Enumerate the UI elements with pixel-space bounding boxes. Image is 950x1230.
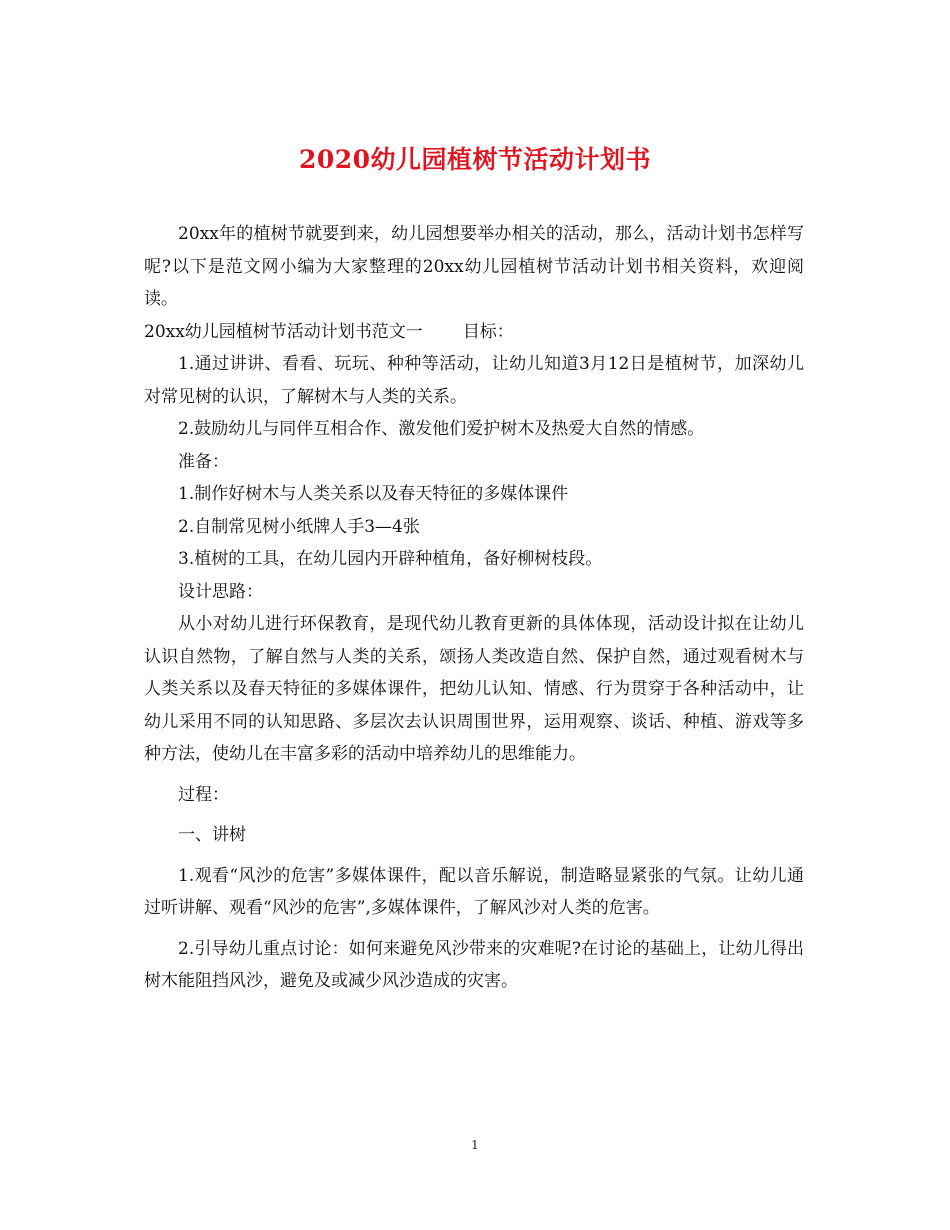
goal-2: 2.鼓励幼儿与同伴互相合作、激发他们爱护树木及热爱大自然的情感。 <box>178 419 705 439</box>
prep-1: 1.制作好树木与人类关系以及春天特征的多媒体课件 <box>178 484 569 504</box>
goal-1: 1.通过讲讲、看看、玩玩、种种等活动，让幼儿知道3月12日是植树节，加深幼儿对常见树的认识，了解树木与人类的关系。 <box>144 354 804 407</box>
page-number: 1 <box>471 1138 479 1152</box>
design-label: 设计思路： <box>178 581 263 602</box>
section-1-heading: 一、讲树 <box>178 825 246 845</box>
design-paragraph: 从小对幼儿进行环保教育，是现代幼儿教育更新的具体体现，活动设计拟在让幼儿认识自然物，了解自然与人类的关系，颂扬人类改造自然、保护自然，通过观看树木与人类关系以及春天特征的多媒体课件，把幼儿认知、情感、行为贯穿于各种活动中，让幼儿采用不同的认知思路、多层次去认识周围世界，运用观察、谈话、种植、游戏等多种方法，使幼儿在丰富多彩的活动中培养幼儿的思维能力。 <box>144 614 804 764</box>
prep-label: 准备： <box>178 451 229 472</box>
step-1: 1.观看“风沙的危害”多媒体课件，配以音乐解说，制造略显紧张的气氛。让幼儿通过听讲解、观看“风沙的危害”,多媒体课件，了解风沙对人类的危害。 <box>144 865 804 918</box>
target-label: 目标： <box>462 321 514 342</box>
sample-heading: 20xx幼儿园植树节活动计划书范文一 <box>144 321 423 342</box>
prep-2: 2.自制常见树小纸牌人手3—4张 <box>178 516 420 537</box>
prep-3: 3.植树的工具，在幼儿园内开辟种植角，备好柳树枝段。 <box>178 549 603 569</box>
document-title: 2020幼儿园植树节活动计划书 <box>298 145 652 174</box>
intro-paragraph: 20xx年的植树节就要到来，幼儿园想要举办相关的活动，那么，活动计划书怎样写呢?以下是范文网小编为大家整理的20xx幼儿园植树节活动计划书相关资料，欢迎阅读。 <box>144 224 804 309</box>
step-2: 2.引导幼儿重点讨论：如何来避免风沙带来的灾难呢?在讨论的基础上，让幼儿得出树木能阻挡风沙，避免及或减少风沙造成的灾害。 <box>144 938 804 991</box>
process-label: 过程： <box>178 784 229 805</box>
sample-heading-line <box>144 316 804 349</box>
document-body <box>144 218 804 998</box>
